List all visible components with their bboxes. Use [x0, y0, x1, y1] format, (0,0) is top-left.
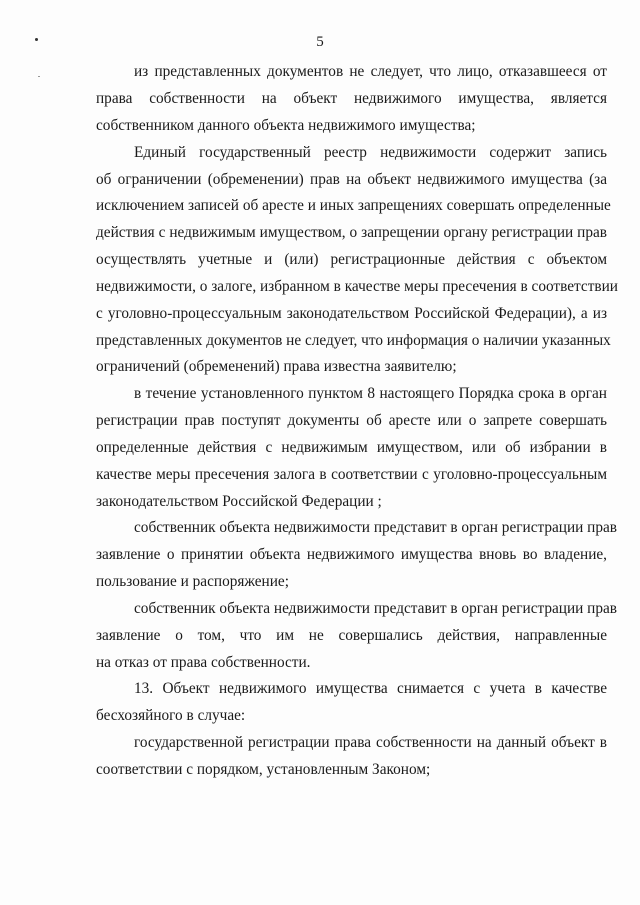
text-line: регистрации прав поступят документы об аресте или о запрете совершать — [96, 412, 607, 429]
text-line: законодательством Российской Федерации ; — [96, 493, 382, 510]
text-line: действия с недвижимым имуществом, о запрещении органу регистрации прав — [96, 224, 607, 241]
text-line: права собственности на объект недвижимого имущества, является — [96, 90, 607, 107]
text-line: ограничений (обременений) права известна заявителю; — [96, 358, 457, 375]
text-line: об ограничении (обременении) прав на объект недвижимого имущества (за — [96, 171, 607, 188]
text-line: собственник объекта недвижимости представит в орган регистрации прав — [134, 600, 618, 617]
page-number: 5 — [316, 34, 324, 50]
text-line: 13. Объект недвижимого имущества снимается с учета в качестве — [134, 680, 607, 697]
text-line: собственник объекта недвижимости представит в орган регистрации прав — [134, 519, 618, 536]
text-line: заявление о том, что им не совершались действия, направленные — [96, 627, 607, 644]
text-line: соответствии с порядком, установленным Законом; — [96, 761, 431, 778]
text-line: заявление о принятии объекта недвижимого имущества вновь во владение, — [96, 546, 607, 563]
text-line: из представленных документов не следует, что лицо, отказавшееся от — [134, 63, 607, 80]
text-line: государственной регистрации права собственности на данный объект в — [134, 734, 607, 751]
text-line: осуществлять учетные и (или) регистрационные действия с объектом — [96, 251, 607, 268]
text-line: определенные действия с недвижимым имуществом, или об избрании в — [96, 439, 607, 456]
text-line: собственником данного объекта недвижимого имущества; — [96, 117, 476, 134]
text-line: пользование и распоряжение; — [96, 573, 289, 590]
text-line: с уголовно-процессуальным законодательством Российской Федерации), а из — [96, 305, 607, 322]
text-line: качестве меры пресечения залога в соответствии с уголовно-процессуальным — [96, 466, 607, 483]
text-line: исключением записей об аресте и иных запрещениях совершать определенные — [96, 197, 611, 214]
text-line: недвижимости, о залоге, избранном в качестве меры пресечения в соответствии — [96, 278, 618, 295]
text-line: на отказ от права собственности. — [96, 654, 311, 671]
text-line: Единый государственный реестр недвижимости содержит запись — [134, 144, 607, 161]
scan-speck — [38, 76, 40, 77]
text-line: бесхозяйного в случае: — [96, 707, 246, 724]
text-line: представленных документов не следует, что информация о наличии указанных — [96, 332, 611, 349]
text-line: в течение установленного пунктом 8 настоящего Порядка срока в орган — [134, 385, 607, 402]
